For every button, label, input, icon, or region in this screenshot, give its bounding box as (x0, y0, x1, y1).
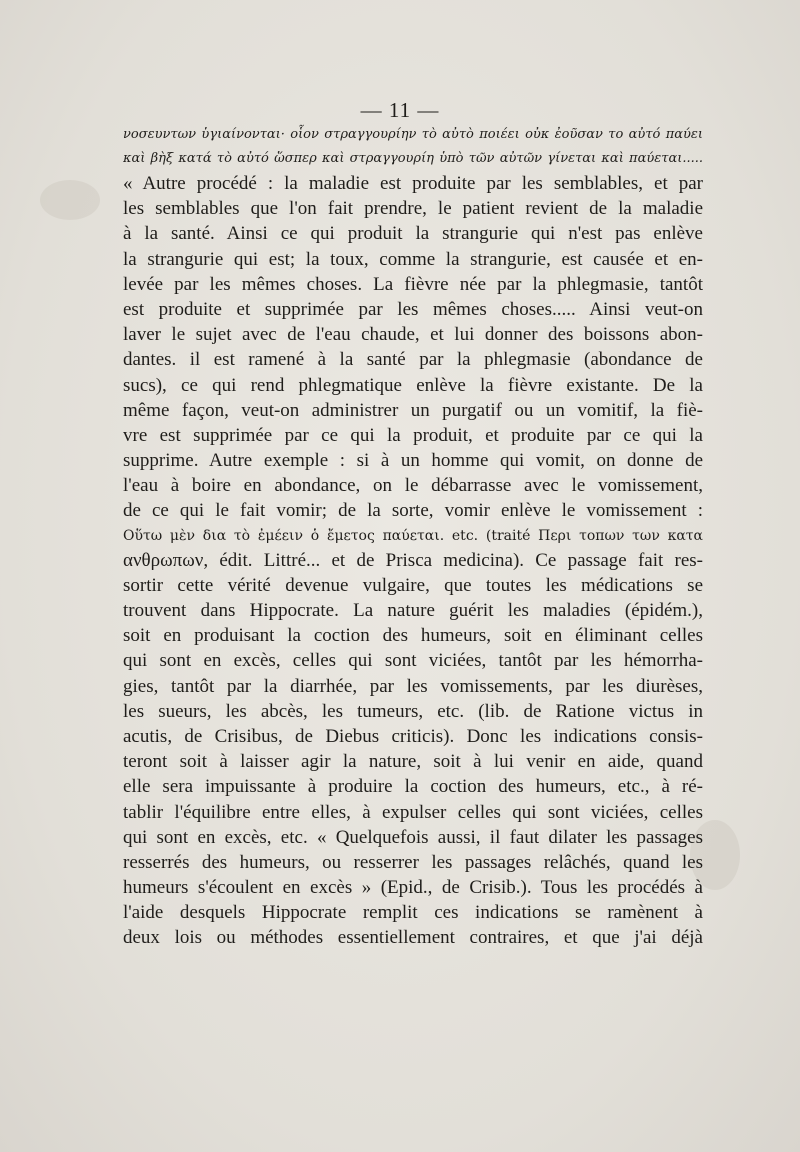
text-line: sortir cette vérité devenue vulgaire, que toutes les médications se (123, 574, 703, 596)
text-line: laver le sujet avec de l'eau chaude, et lui donner des boissons abon- (123, 324, 703, 346)
text-line: Οὕτω μὲν δια τὸ ἐμέειν ὁ ἔμετος παύεται. etc. (traité Περι τοπων των κατα (123, 527, 703, 544)
text-line: la strangurie qui est; la toux, comme la strangurie, est causée et en- (123, 248, 703, 270)
text-line: à la santé. Ainsi ce qui produit la strangurie qui n'est pas enlève (123, 223, 703, 245)
text-line: teront soit à laisser agir la nature, soit à lui venir en aide, quand (123, 751, 703, 773)
text-line: même façon, veut-on administrer un purgatif ou un vomitif, la fiè- (123, 399, 703, 421)
text-line: qui sont en excès, celles qui sont viciées, tantôt par les hémorrha- (123, 650, 703, 672)
text-line: gies, tantôt par la diarrhée, par les vomissements, par les diurèses, (123, 675, 703, 697)
text-line: les sueurs, les abcès, les tumeurs, etc. (lib. de Ratione victus in (123, 700, 703, 722)
text-line: tablir l'équilibre entre elles, à expulser celles qui sont viciées, celles (123, 801, 703, 823)
text-line: les semblables que l'on fait prendre, le patient revient de la maladie (123, 198, 703, 220)
text-line: soit en produisant la coction des humeurs, soit en éliminant celles (123, 625, 703, 647)
text-line: levée par les mêmes choses. La fièvre née par la phlegmasie, tantôt (123, 273, 703, 295)
text-line: de ce qui le fait vomir; de la sorte, vomir enlève le vomissement : (123, 500, 703, 522)
text-line: « Autre procédé : la maladie est produite par les semblables, et par (123, 173, 703, 194)
text-line: dantes. il est ramené à la santé par la phlegmasie (abondance de (123, 349, 703, 371)
text-line: καὶ βὴξ κατά τὸ αὐτό ὥσπερ καὶ στραγγουρίη ὑπὸ τῶν αὐτῶν γίνεται καὶ παύεται..... (123, 151, 703, 166)
text-line: elle sera impuissante à produire la coction des humeurs, etc., à ré- (123, 776, 703, 798)
text-line: resserrés des humeurs, ou resserrer les passages relâchés, quand les (123, 851, 703, 873)
text-line: supprime. Autre exemple : si à un homme qui vomit, on donne de (123, 450, 703, 472)
paper-stain (40, 180, 100, 220)
text-line: humeurs s'écoulent en excès » (Epid., de Crisib.). Tous les procédés à (123, 877, 703, 899)
text-line: deux lois ou méthodes essentiellement contraires, et que j'ai déjà (123, 927, 703, 949)
text-line: acutis, de Crisibus, de Diebus criticis). Donc les indications consis- (123, 725, 703, 747)
text-line: ανθρωπων, édit. Littré... et de Prisca medicina). Ce passage fait res- (123, 549, 703, 571)
text-line: sucs), ce qui rend phlegmatique enlève la fièvre existante. De la (123, 374, 703, 396)
text-line: qui sont en excès, etc. « Quelquefois aussi, il faut dilater les passages (123, 826, 703, 848)
text-line: l'aide desquels Hippocrate remplit ces indications se ramènent à (123, 902, 703, 924)
text-line: est produite et supprimée par les mêmes choses..... Ainsi veut-on (123, 298, 703, 320)
text-line: vre est supprimée par ce qui la produit, et produite par ce qui la (123, 424, 703, 446)
page-number: — 11 — (360, 98, 440, 122)
body-text (123, 123, 703, 951)
text-line: trouvent dans Hippocrate. La nature guérit les maladies (épidém.), (123, 600, 703, 621)
text-line: l'eau à boire en abondance, on le débarrasse avec le vomissement, (123, 475, 703, 497)
text-line: νοσευντων ὑγιαίνονται· οἷον στραγγουρίην τὸ αὐτὸ ποιέει οὐκ ἐοῦσαν το αὐτό παύει (123, 127, 703, 142)
